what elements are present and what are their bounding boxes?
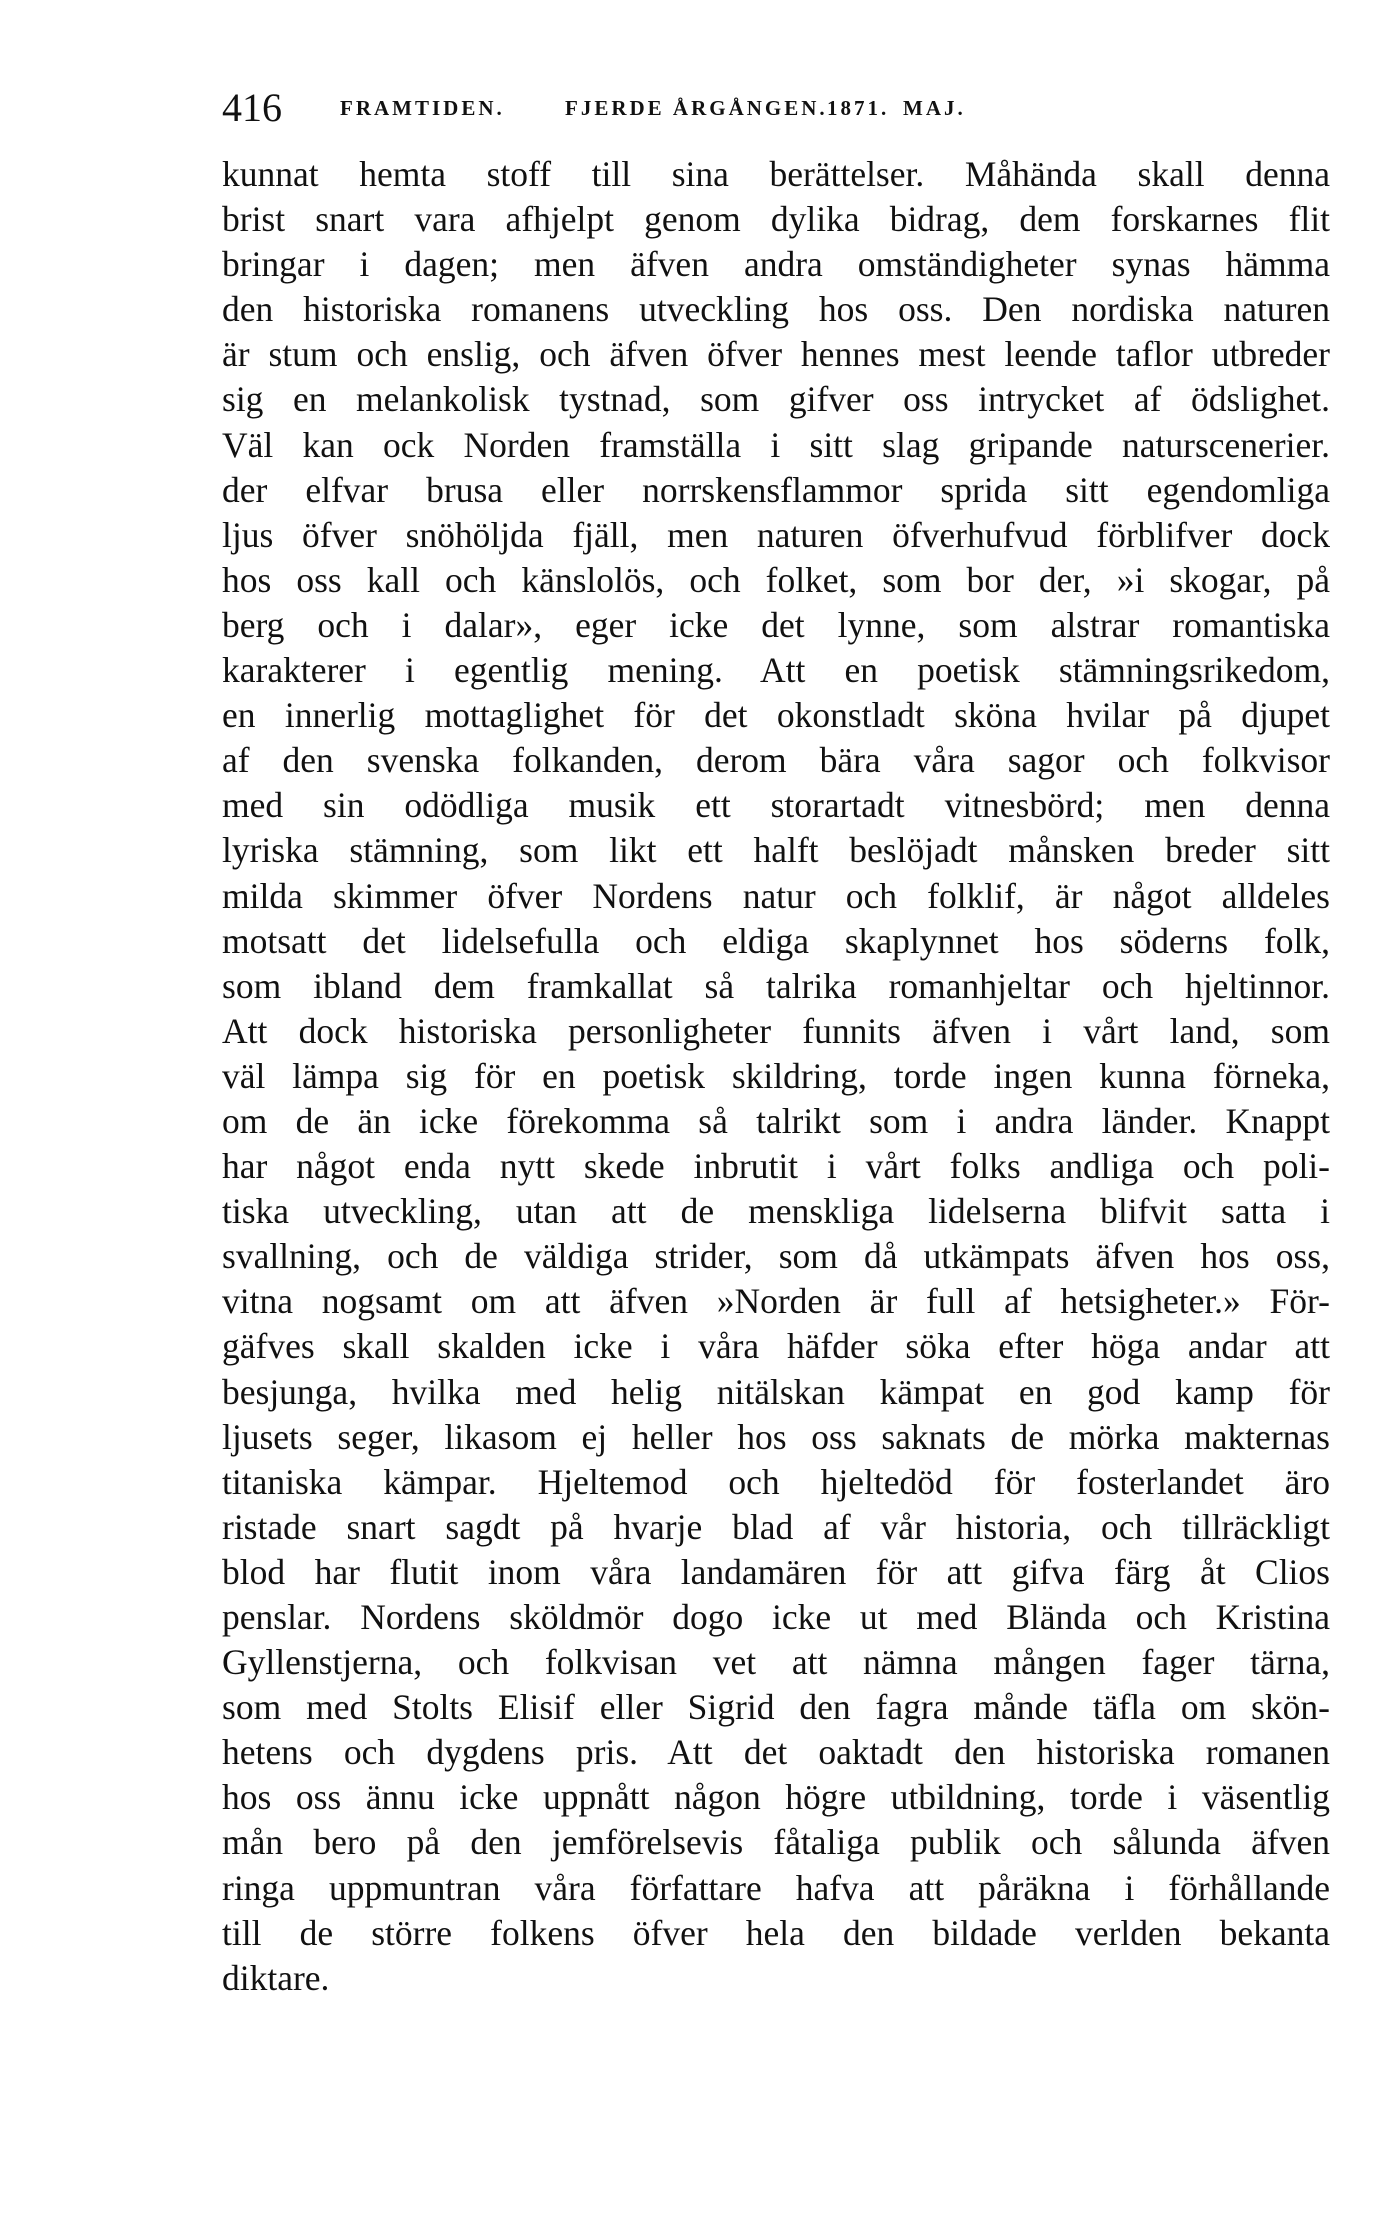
text-line: blod har flutit inom våra landamären för att gifva färg åt Clios [222,1551,1330,1592]
text-line: af den svenska folkanden, derom bära våra sagor och folkvisor [222,740,1330,781]
text-line: den historiska romanens utveckling hos oss. Den nordiska naturen [222,289,1330,330]
book-page [222,0,1330,2222]
text-line: hos oss ännu icke uppnått någon högre utbildning, torde i väsentlig [222,1777,1330,1818]
text-line: penslar. Nordens sköldmör dogo icke ut med Blända och Kristina [222,1597,1330,1637]
text-line: karakterer i egentlig mening. Att en poetisk stämningsrikedom, [222,650,1330,691]
text-line: väl lämpa sig för en poetisk skildring, torde ingen kunna förneka, [222,1055,1330,1096]
text-line: svallning, och de väldiga strider, som då utkämpats äfven hos oss, [222,1236,1330,1277]
text-line: vitna nogsamt om att äfven »Norden är full af hetsigheter.» För- [222,1281,1330,1322]
text-line: med sin odödliga musik ett storartadt vitnesbörd; men denna [222,785,1330,826]
journal-title: FRAMTIDEN. [340,96,505,120]
text-line: ljus öfver snöhöljda fjäll, men naturen öfverhufvud förblifver dock [222,514,1330,555]
text-line: brist snart vara afhjelpt genom dylika bidrag, dem forskarnes flit [222,199,1330,240]
text-line: som med Stolts Elisif eller Sigrid den fagra månde täfla om skön- [222,1687,1330,1728]
issue-year: 1871. [827,96,890,120]
body-text [222,152,1330,2001]
text-line: titaniska kämpar. Hjeltemod och hjeltedöd för fosterlandet äro [222,1461,1330,1502]
text-line: motsatt det lidelsefulla och eldiga skaplynnet hos söderns folk, [222,920,1330,961]
text-line: är stum och enslig, och äfven öfver hennes mest leende taflor utbreder [222,334,1330,375]
text-line: der elfvar brusa eller norrskensflammor sprida sitt egendomliga [222,469,1330,510]
text-line: som ibland dem framkallat så talrika romanhjeltar och hjeltinnor. [222,965,1330,1006]
page-number: 416 [222,85,282,130]
text-line: berg och i dalar», eger icke det lynne, som alstrar romantiska [222,604,1330,645]
text-line: Gyllenstjerna, och folkvisan vet att nämna mången fager tärna, [222,1642,1330,1683]
text-line: har något enda nytt skede inbrutit i vårt folks andliga och poli- [222,1146,1330,1187]
text-line: sig en melankolisk tystnad, som gifver oss intrycket af ödslighet. [222,379,1330,420]
text-line: ringa uppmuntran våra författare hafva att påräkna i förhållande [222,1867,1330,1908]
text-line: mån bero på den jemförelsevis fåtaliga publik och sålunda äfven [222,1822,1330,1863]
text-line: tiska utveckling, utan att de menskliga lidelserna blifvit satta i [222,1191,1330,1232]
text-line: kunnat hemta stoff till sina berättelser. Måhända skall denna [222,154,1330,194]
issue-month: MAJ. [903,96,966,120]
text-line: gäfves skall skalden icke i våra häfder söka efter höga andar att [222,1326,1330,1367]
text-line: milda skimmer öfver Nordens natur och folklif, är något alldeles [222,875,1330,916]
text-line: bringar i dagen; men äfven andra omständigheter synas hämma [222,244,1330,285]
text-line: besjunga, hvilka med helig nitälskan kämpat en god kamp för [222,1371,1330,1412]
text-line: hetens och dygdens pris. Att det oaktadt den historiska romanen [222,1732,1330,1773]
volume-label: FJERDE ÅRGÅNGEN. [565,96,828,120]
text-line: Att dock historiska personligheter funnits äfven i vårt land, som [222,1010,1330,1051]
text-line: diktare. [222,1957,330,1998]
text-line: lyriska stämning, som likt ett halft beslöjadt månsken breder sitt [222,830,1330,871]
text-line: om de än icke förekomma så talrikt som i andra länder. Knappt [222,1100,1330,1141]
text-line: ristade snart sagdt på hvarje blad af vår historia, och tillräckligt [222,1506,1330,1547]
text-line: en innerlig mottaglighet för det okonstladt sköna hvilar på djupet [222,695,1330,736]
text-line: till de större folkens öfver hela den bildade verlden bekanta [222,1912,1330,1953]
text-line: ljusets seger, likasom ej heller hos oss saknats de mörka makternas [222,1416,1330,1457]
running-head [222,84,1142,132]
text-line: Väl kan ock Norden framställa i sitt slag gripande naturscenerier. [222,424,1330,465]
text-line: hos oss kall och känslolös, och folket, som bor der, »i skogar, på [222,559,1330,600]
